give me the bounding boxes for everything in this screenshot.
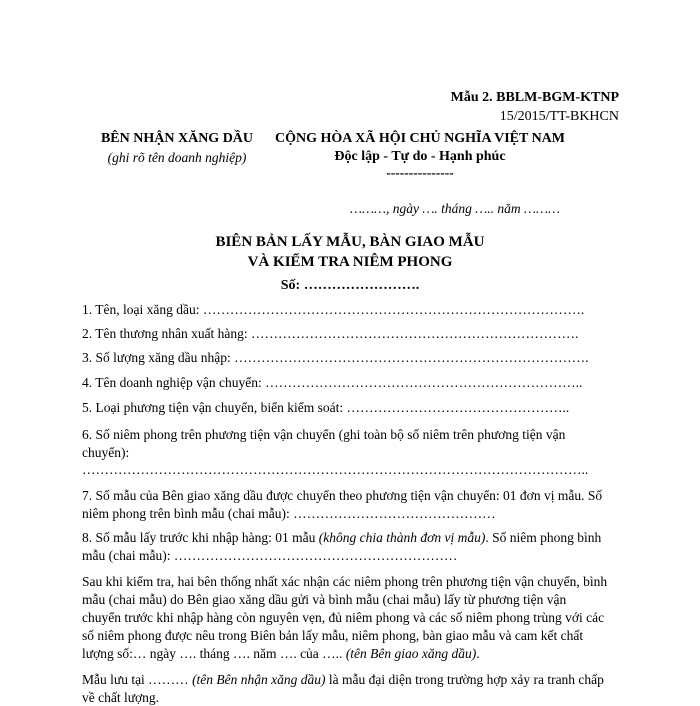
- storage-line-2: về chất lượng.: [82, 690, 160, 705]
- item-6-line-1: 6. Số niêm phong trên phương tiện vận chuyển (ghi toàn bộ số niêm trên phương tiện vận: [82, 427, 566, 442]
- circular-ref: 15/2015/TT-BKHCN: [499, 109, 619, 124]
- storage-line-1: Mẫu lưu tại ……… (tên Bên nhận xăng dầu) là mẫu đại diện trong trường hợp xảy ra tranh chấp: [82, 672, 604, 687]
- country-name: CỘNG HÒA XÃ HỘI CHỦ NGHĨA VIỆT NAM: [274, 131, 565, 146]
- item-6-line-2: chuyển):: [82, 445, 130, 460]
- paragraph-line-4: số niêm phong được nêu trong Biên bản lấy mẫu, niêm phong, bàn giao mẫu và cam kết chất: [82, 628, 584, 643]
- item-8-line-2: mẫu (chai mẫu): ………………………………………………………: [82, 548, 458, 563]
- document-title: [150, 232, 550, 272]
- item-3: 3. Số lượng xăng dầu nhập: …………………………………………………………………….: [82, 350, 589, 365]
- item-7-line-2: niêm phong trên bình mẫu (chai mẫu): ………………………………………: [82, 506, 496, 521]
- date-line: ………, ngày …. tháng ….. năm ………: [350, 201, 561, 216]
- item-2: 2. Tên thương nhân xuất hàng: ……………………………………………………………….: [82, 326, 579, 341]
- motto-divider: ---------------: [386, 165, 454, 180]
- motto: Độc lập - Tự do - Hạnh phúc: [334, 149, 506, 164]
- paragraph-line-3: chuyển trước khi nhập hàng còn nguyên vẹn, đủ niêm phong và các số niêm phong trùng với các: [82, 610, 605, 625]
- form-code: Mẫu 2. BBLM-BGM-KTNP: [450, 90, 619, 105]
- item-8-line-1: 8. Số mẫu lấy trước khi nhập hàng: 01 mẫu (không chia thành đơn vị mẫu). Số niêm phong bình: [82, 530, 602, 545]
- national-header: [270, 131, 570, 181]
- receiver-block: [82, 131, 272, 166]
- title-line-1: BIÊN BẢN LẤY MẪU, BÀN GIAO MẪU: [215, 234, 485, 250]
- item-5: 5. Loại phương tiện vận chuyển, biển kiểm soát: …………………………………………..: [82, 400, 570, 415]
- paragraph-line-2: mẫu (chai mẫu) do Bên giao xăng dầu gửi và bình mẫu (chai mẫu) lấy từ phương tiện vận: [82, 592, 567, 607]
- paragraph-line-5: lượng số:… ngày …. tháng …. năm …. của ….. (tên Bên giao xăng dầu).: [82, 646, 480, 661]
- item-4: 4. Tên doanh nghiệp vận chuyển: ……………………………………………………………..: [82, 375, 583, 390]
- item-7-line-1: 7. Số mẫu của Bên giao xăng dầu được chuyển theo phương tiện vận chuyển: 01 đơn vị mẫu. Số: [82, 488, 603, 503]
- receiver-subtitle: (ghi rõ tên doanh nghiệp): [107, 150, 247, 165]
- document-number: Số: …………………….: [280, 278, 420, 293]
- title-line-2: VÀ KIỂM TRA NIÊM PHONG: [247, 254, 453, 270]
- item-6-dots: …………………………………………………………………………………………………..: [82, 462, 589, 477]
- paragraph-line-1: Sau khi kiểm tra, hai bên thống nhất xác nhận các niêm phong trên phương tiện vận chuyển, bình: [82, 574, 608, 589]
- receiver-title: BÊN NHẬN XĂNG DẦU: [100, 131, 254, 146]
- item-1: 1. Tên, loại xăng dầu: ………………………………………………………………………….: [82, 302, 585, 317]
